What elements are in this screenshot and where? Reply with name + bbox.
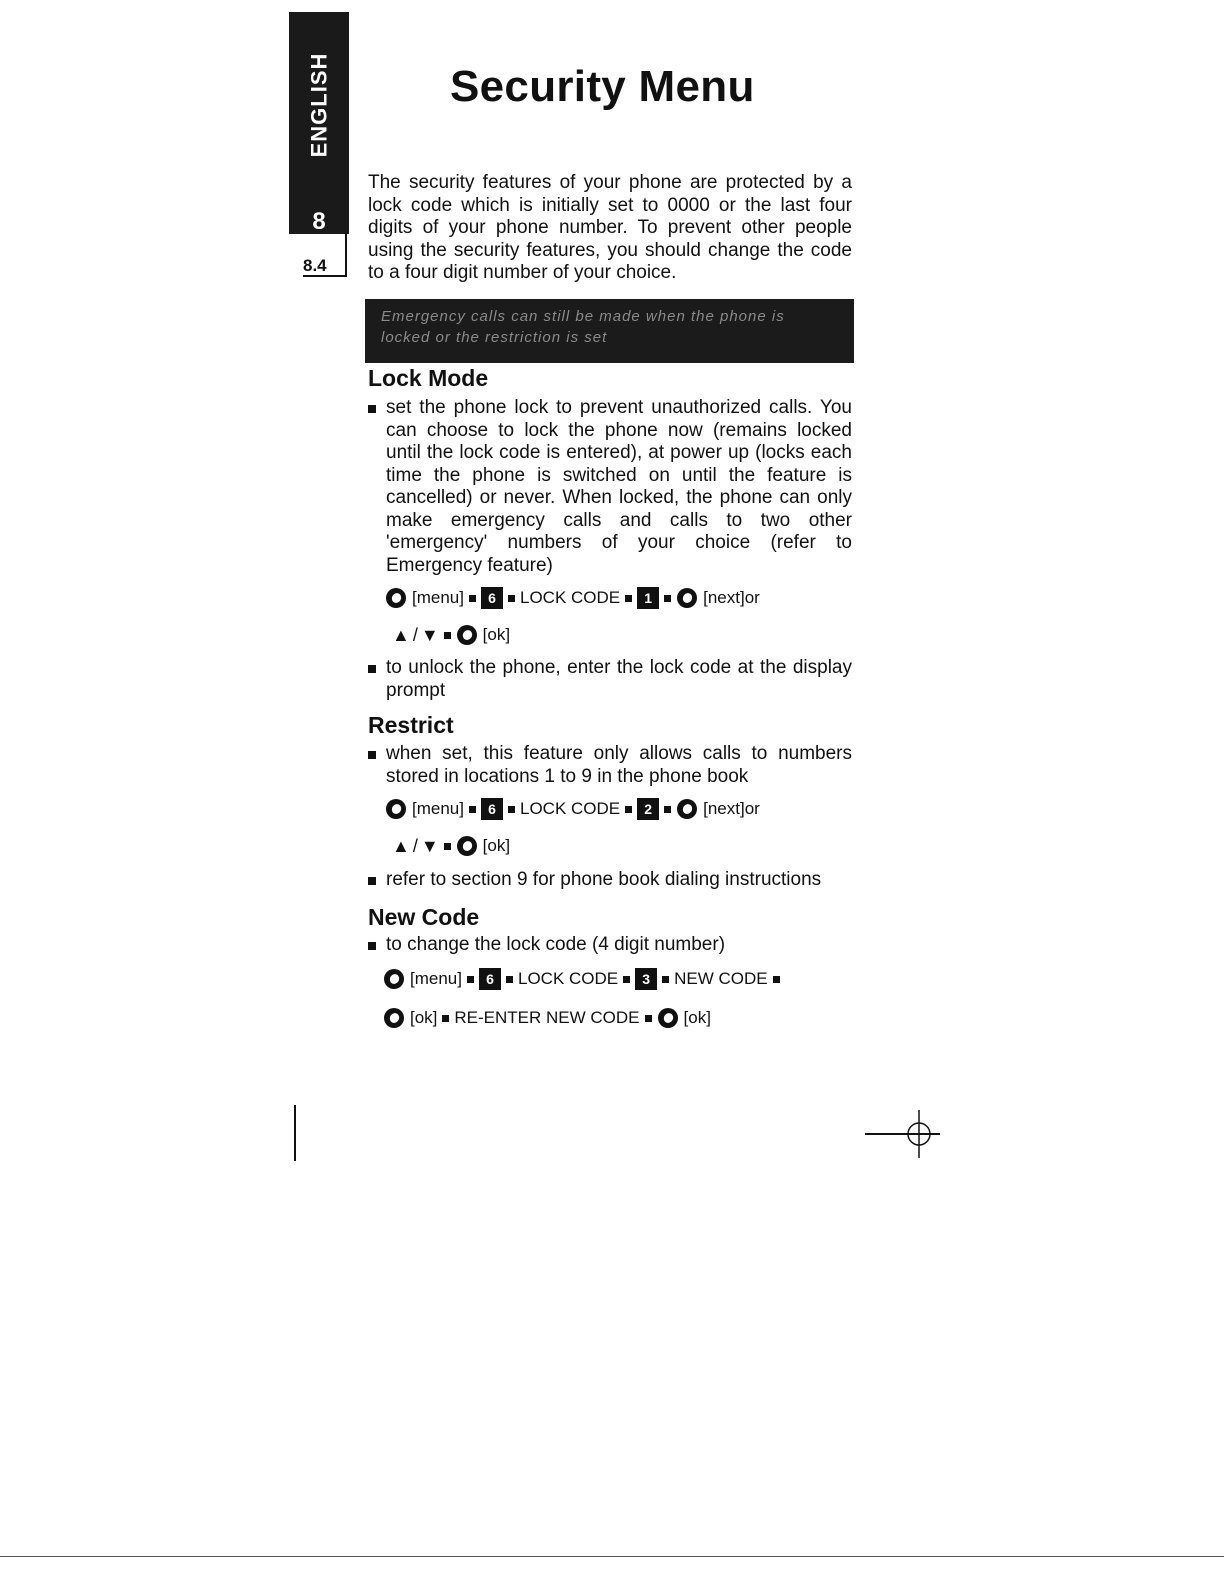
down-arrow-icon: ▼ xyxy=(420,835,439,856)
number-key: 3 xyxy=(635,968,657,990)
phone-key-icon xyxy=(383,968,405,990)
bullet-marker xyxy=(368,877,376,885)
up-arrow-icon: ▲ xyxy=(392,835,410,856)
section-number: 8 xyxy=(312,208,326,235)
number-key: 1 xyxy=(637,587,659,609)
separator-marker xyxy=(508,806,515,813)
phone-key-icon xyxy=(385,587,407,609)
page-number-rule xyxy=(303,275,345,277)
new-code-label: NEW CODE xyxy=(674,969,768,988)
number-key: 6 xyxy=(481,798,503,820)
reenter-code-label: RE-ENTER NEW CODE xyxy=(454,1008,640,1027)
separator-marker xyxy=(469,806,476,813)
bottom-rule xyxy=(0,1556,1224,1557)
lock-code-label: LOCK CODE xyxy=(519,588,621,607)
ok-key-label: [ok] xyxy=(482,625,511,644)
separator-marker xyxy=(625,806,632,813)
separator-marker xyxy=(444,843,451,850)
lock-code-label: LOCK CODE xyxy=(519,799,621,818)
scroll-keys: ▲ / ▼ xyxy=(392,835,439,856)
lock-code-label: LOCK CODE xyxy=(517,969,619,988)
scroll-keys: ▲ / ▼ xyxy=(392,624,439,645)
separator-marker xyxy=(662,976,669,983)
separator-marker xyxy=(442,1015,449,1022)
unlock-text: to unlock the phone, enter the lock code at the display prompt xyxy=(386,657,852,701)
restrict-sequence-1 xyxy=(385,798,760,820)
phone-key-icon xyxy=(676,587,698,609)
separator-marker xyxy=(625,595,632,602)
next-key-label: [next]or xyxy=(703,588,760,607)
menu-key-label: [menu] xyxy=(412,588,464,607)
phone-key-icon xyxy=(657,1007,679,1029)
separator-marker xyxy=(623,976,630,983)
lock-mode-sequence-1 xyxy=(385,587,760,609)
lock-mode-bullet xyxy=(368,397,852,577)
bullet-marker xyxy=(368,665,376,673)
restrict-bullet xyxy=(368,743,852,788)
ok-key-label: [ok] xyxy=(482,836,511,855)
margin-line xyxy=(294,1105,296,1161)
bullet-marker xyxy=(368,405,376,413)
page-title: Security Menu xyxy=(450,62,755,111)
new-code-heading: New Code xyxy=(368,904,480,930)
emergency-note-box: Emergency calls can still be made when the phone is locked or the restriction is set xyxy=(365,299,854,363)
separator-marker xyxy=(645,1015,652,1022)
tab-bracket-line xyxy=(345,234,347,277)
down-arrow-icon: ▼ xyxy=(420,624,439,645)
number-key: 6 xyxy=(481,587,503,609)
number-key: 2 xyxy=(637,798,659,820)
separator-marker xyxy=(664,595,671,602)
separator-marker xyxy=(467,976,474,983)
lock-mode-text: set the phone lock to prevent unauthorized calls. You can choose to lock the phone now (remains locked until the lock code is entered), at power up (locks each time the phone is switched on until the feature is cancelled) or never. When locked, the phone can only make emergency calls and calls to two other 'emergency' numbers of your choice (refer to Emergency feature) xyxy=(386,397,852,576)
chapter-tab xyxy=(289,12,349,234)
restrict-sequence-2 xyxy=(392,835,510,857)
lock-mode-heading: Lock Mode xyxy=(368,365,489,391)
unlock-bullet xyxy=(368,657,852,702)
menu-key-label: [menu] xyxy=(410,969,462,988)
new-code-sequence-2 xyxy=(383,1007,711,1029)
menu-key-label: [menu] xyxy=(412,799,464,818)
phone-key-icon xyxy=(456,835,478,857)
phonebook-text: refer to section 9 for phone book dialing instructions xyxy=(386,869,822,890)
phone-key-icon xyxy=(383,1007,405,1029)
separator-marker xyxy=(773,976,780,983)
ok-key-label: [ok] xyxy=(410,1008,438,1027)
restrict-text: when set, this feature only allows calls to numbers stored in locations 1 to 9 in the phone book xyxy=(386,743,852,787)
new-code-bullet xyxy=(368,934,852,957)
new-code-sequence-1 xyxy=(383,968,780,990)
page-number: 8.4 xyxy=(303,256,327,275)
new-code-text: to change the lock code (4 digit number) xyxy=(386,934,726,955)
separator-marker xyxy=(444,632,451,639)
ok-key-label: [ok] xyxy=(683,1008,711,1027)
bullet-marker xyxy=(368,942,376,950)
separator-marker xyxy=(469,595,476,602)
language-label-container xyxy=(289,30,349,180)
up-arrow-icon: ▲ xyxy=(392,624,410,645)
separator-marker xyxy=(664,806,671,813)
phonebook-bullet xyxy=(368,869,852,892)
restrict-heading: Restrict xyxy=(368,712,454,738)
registration-mark-icon xyxy=(865,1110,940,1158)
lock-mode-sequence-2 xyxy=(392,624,510,646)
number-key: 6 xyxy=(479,968,501,990)
phone-key-icon xyxy=(676,798,698,820)
bullet-marker xyxy=(368,751,376,759)
separator-marker xyxy=(508,595,515,602)
intro-paragraph: The security features of your phone are protected by a lock code which is initially set to 0000 or the last four digits of your phone number. To prevent other people using the security features, you should change the code to a four digit number of your choice. xyxy=(368,172,852,283)
language-label: ENGLISH xyxy=(306,52,332,158)
phone-key-icon xyxy=(456,624,478,646)
next-key-label: [next]or xyxy=(703,799,760,818)
separator-marker xyxy=(506,976,513,983)
phone-key-icon xyxy=(385,798,407,820)
